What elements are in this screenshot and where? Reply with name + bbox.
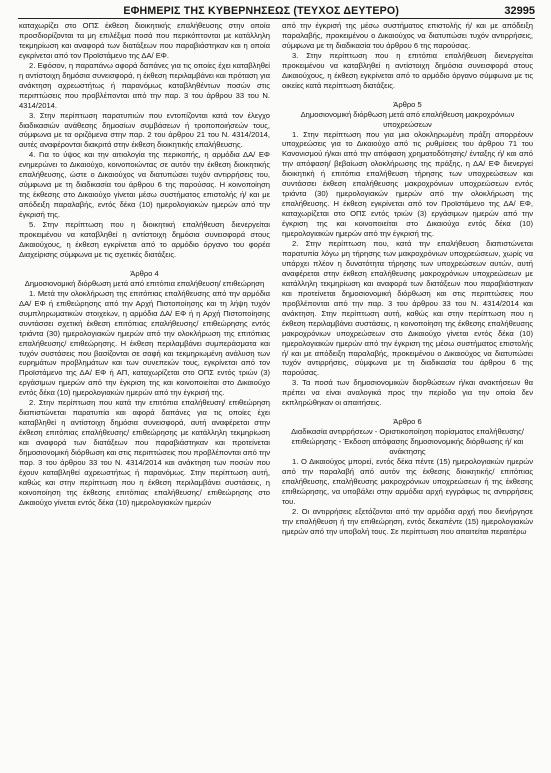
article-number: Άρθρο 4 <box>130 268 159 278</box>
spacer <box>282 408 533 417</box>
article-number: Άρθρο 6 <box>393 417 422 427</box>
paragraph: 2. Στην περίπτωση που, κατά την επαλήθευση διαπιστώνεται παρατυπία λόγω μη τήρησης των μακροχρόνιων υποχρεώσεων, χωρίς να υπάρχει πλέον η δυνατότητα τήρησης των υποχρεώσεων αυτών, αυτή αναφέρεται στην έκθεση επαλήθευσης μακροχρόνιων υποχρεώσεων με κατάλληλη τεκμηρίωση και αναφορά των διατάξεων που παραβιάστηκαν και προτείνεται δημοσιονομική διόρθωση και στις περιπτώσεις που προβλέπονται από την παρ. 3 του άρθρου 33 του Ν. 4314/2014 και ανάκτηση. Στην περίπτωση αυτή, καθώς και στην περίπτωση που η έκθεση περιλαμβάνει συστάσεις, η κοινοποίηση της έκθεσης επαλήθευσης μακροχρόνιων υποχρεώσεων στο Δικαιούχο γίνεται εντός δέκα (10) ημερολογιακών ημερών από την έγκριση της μέσω συστήματος επιστολής ή/ και με απόδειξη παραλαβής, προκειμένου ο Δικαιούχος να διατυπώσει τυχόν αντιρρήσεις, σύμφωνα με τη διαδικασία του άρθρου 6 της παρούσας. <box>282 239 533 378</box>
paragraph: 5. Στην περίπτωση που η διοικητική επαλήθευση διενεργείται προκειμένου να καταβληθεί η αντίστοιχη δημόσια συνεισφορά στους Δικαιούχους, η έκθεση εγκρίνεται από το αρμόδιο όργανο του φορέα Διαχείρισης σύμφωνα με τις σχετικές διατάξεις. <box>19 220 270 259</box>
paragraph: 1. Μετά την ολοκλήρωση της επιτόπιας επαλήθευσης από την αρμόδια ΔΑ/ ΕΦ ή επιθεώρησης από την Αρχή Πιστοποίησης και τη λήψη τυχόν συμπληρωματικών στοιχείων, η αρμόδια ΔΑ/ ΕΦ ή η Αρχή Πιστοποίησης συντάσσει σχετική έκθεση επιτόπιας επαλήθευσης/ επιθεώρησης εντός τριάντα (30) ημερολογιακών ημερών από την ολοκλήρωση της επιτόπιας επαλήθευσης/ επιθεώρησης. Η έκθεση περιλαμβάνει συμπεράσματα και τυχόν συστάσεις που βασίζονται σε σαφή και τεκμηριωμένη ανάλυση των ευρημάτων προβλημάτων και των συνεπειών τους, εγκρίνεται από τον Προϊστάμενο της ΔΑ/ ΕΦ ή ΑΠ, καταχωρίζεται στο ΟΠΣ εντός τριών (3) εργάσιμων ημερών από την έγκριση της και κοινοποιείται στο Δικαιούχο εντός δέκα (10) ημερολογιακών ημερών από την έγκρισή της. <box>19 288 270 398</box>
paragraph: από την έγκρισή της μέσω συστήματος επιστολής ή/ και με απόδειξη παραλαβής, προκειμένου ο Δικαιούχος να διατυπώσει τυχόν αντιρρήσεις, σύμφωνα με τη διαδικασία του άρθρου 6 της παρούσας. <box>282 21 533 50</box>
left-column <box>19 21 270 769</box>
spacer <box>19 260 270 269</box>
paragraph: 2. Εφόσον, η παραπάνω αφορά δαπάνες για τις οποίες έχει καταβληθεί η αντίστοιχη δημόσια συνεισφορά, η έκθεση περιλαμβάνει και πρόταση για ανάκτηση αχρεωστήτως ή παρανόμως καταβληθέντων ποσών στις περιπτώσεις που προβλέπονται από την παρ. 3 του άρθρου 33 του Ν. 4314/2014. <box>19 60 270 110</box>
page-number: 32995 <box>504 5 535 17</box>
paragraph: 2. Στην περίπτωση που κατά την επιτόπια επαλήθευση/ επιθεώρηση διαπιστώνεται παρατυπία και αφορά δαπάνες για τις οποίες έχει καταβληθεί η αντίστοιχη δημόσια συνεισφορά, αυτή αναφέρεται στην έκθεση επιτόπιας επαλήθευσης/ επιθεώρησης με κατάλληλη τεκμηρίωση και αναφορά των διατάξεων που παραβιάστηκαν και προτείνεται δημοσιονομική διόρθωση και στις περιπτώσεις που προβλέπονται από την παρ. 3 του άρθρου 33 του Ν. 4314/2014 και ανάκτηση των ποσών που έχουν καταβληθεί αχρεωστήτως ή παρανόμως. Στην περίπτωση αυτή, καθώς και στην περίπτωση που η έκθεση περιλαμβάνει συστάσεις, η κοινοποίηση της έκθεσης επιτόπιας επαλήθευσης/ επιθεώρησης στο Δικαιούχο γίνεται εντός δέκα (10) ημερολογιακών ημερών <box>19 398 270 507</box>
paragraph: 1. Ο Δικαιούχος μπορεί, εντός δέκα πέντε (15) ημερολογιακών ημερών από την παραλαβή από αυτόν της έκθεσης διοικητικής/ επιτόπιας επαλήθευσης, επαλήθευσης μακροχρόνιων υποχρεώσεων ή της έκθεσης επιθεώρησης, να υποβάλει στην αρμόδια αρχή εγγράφως τις αντιρρήσεις του. <box>282 457 533 506</box>
paragraph: καταχωρίζει στο ΟΠΣ έκθεση διοικητικής επαλήθευσης στην οποία προσδιορίζονται τα μη επιλέξιμα ποσά που περικόπτονται με κατάλληλη τεκμηρίωση και αναφορά των διατάξεων που παραβιάστηκαν και η οποία εγκρίνεται από τον Προϊστάμενο της ΔΑ/ ΕΦ. <box>19 21 270 60</box>
article-number: Άρθρο 5 <box>393 99 422 109</box>
paragraph: 3. Τα ποσά των δημοσιονομικών διορθώσεων ή/και ανακτήσεων θα πρέπει να είναι αναλογικά προς την περίοδο για την οποία δεν εκπληρώθηκαν οι απαιτήσεις. <box>282 378 533 408</box>
paragraph: 3. Στην περίπτωση παρατυπιών που εντοπίζονται κατά τον έλεγχο διαδικασιών ανάθεσης δημοσίων συμβάσεων ή τροποποιήσεών τους, σύμφωνα με τα οριζόμενα στην παρ. 2 του άρθρου 21 του Ν. 4314/2014, αυτές αναφέρονται διακριτά στην έκθεση διοικητικής επαλήθευσης. <box>19 110 270 150</box>
article-title: Δημοσιονομική διόρθωση μετά από επιτόπια επαλήθευση/ επιθεώρηση <box>24 278 265 288</box>
gazette-title: ΕΦΗΜΕΡΙΣ ΤΗΣ ΚΥΒΕΡΝΗΣΕΩΣ (ΤΕΥΧΟΣ ΔΕΥΤΕΡΟ) <box>123 5 400 17</box>
right-column <box>282 21 533 769</box>
paragraph: 2. Οι αντιρρήσεις εξετάζονται από την αρμόδια αρχή που διενήργησε την επαλήθευση ή την επιθεώρηση, εντός δεκαπέντε (15) ημερολογιακών ημερών από την υποβολή τους. Σε περίπτωση που απαιτείται περαιτέρω <box>282 506 533 536</box>
spacer <box>282 91 533 100</box>
article-title: Δημοσιονομική διόρθωση μετά από επαλήθευση μακροχρόνιων υποχρεώσεων <box>300 109 515 129</box>
paragraph: 3. Στην περίπτωση που η επιτόπια επαλήθευση διενεργείται προκειμένου να καταβληθεί η αντίστοιχη δημόσια συνεισφορά στους Δικαιούχους, η έκθεση εγκρίνεται από το αρμόδιο όργανο σύμφωνα με τις οικείες κατά περίπτωση διατάξεις. <box>282 50 533 90</box>
paragraph: 1. Στην περίπτωση που για μια ολοκληρωμένη πράξη απορρέουν υποχρεώσεις για το Δικαιούχο από τις ρυθμίσεις του άρθρου 71 του Κανονισμού ή/και από την απόφαση χρηματοδότησης/ ένταξης ή/ και από την απόφαση/ βεβαίωση ολοκλήρωσης της πράξης, η ΔΑ/ ΕΦ διενεργεί διοικητική ή επιτόπια επαλήθευση τήρησης των υποχρεώσεων και συντάσσει έκθεση επαλήθευσης μακροχρόνιων υποχρεώσεων εντός τριάντα (30) ημερολογιακών ημερών από την ολοκλήρωση της επαλήθευσης. Η έκθεση εγκρίνεται από τον Προϊστάμενο της ΔΑ/ ΕΦ, καταχωρίζεται στο ΟΠΣ εντός τριών (3) εργάσιμων ημερών από την έγκριση της και κοινοποιείται στο Δικαιούχο εντός δέκα (10) ημερολογιακών ημερών από την έγκρισή της. <box>282 129 533 239</box>
paragraph: 4. Για το ύψος και την αιτιολογία της περικοπής, η αρμόδια ΔΑ/ ΕΦ ενημερώνει το Δικαιούχο, κοινοποιώντας σε αυτόν την έκθεση διοικητικής επαλήθευσης, ώστε ο Δικαιούχος να διατυπώσει τυχόν αντιρρήσεις του, σύμφωνα με τη διαδικασία του άρθρου 6 της παρούσας. Η κοινοποίηση της έκθεσης στο Δικαιούχο γίνεται μέσω συστήματος επιστολής ή/ και με απόδειξη παραλαβής, εντός δέκα (10) ημερολογιακών ημερών από την έγκρισή της. <box>19 150 270 220</box>
page-header <box>18 3 535 19</box>
article-title: Διαδικασία αντιρρήσεων - Οριστικοποίηση πορίσματος επαλήθευσης/ επιθεώρησης - Έκδοση απόφασης δημοσιονομικής διόρθωσης ή/ και ανάκτησης <box>291 427 524 457</box>
